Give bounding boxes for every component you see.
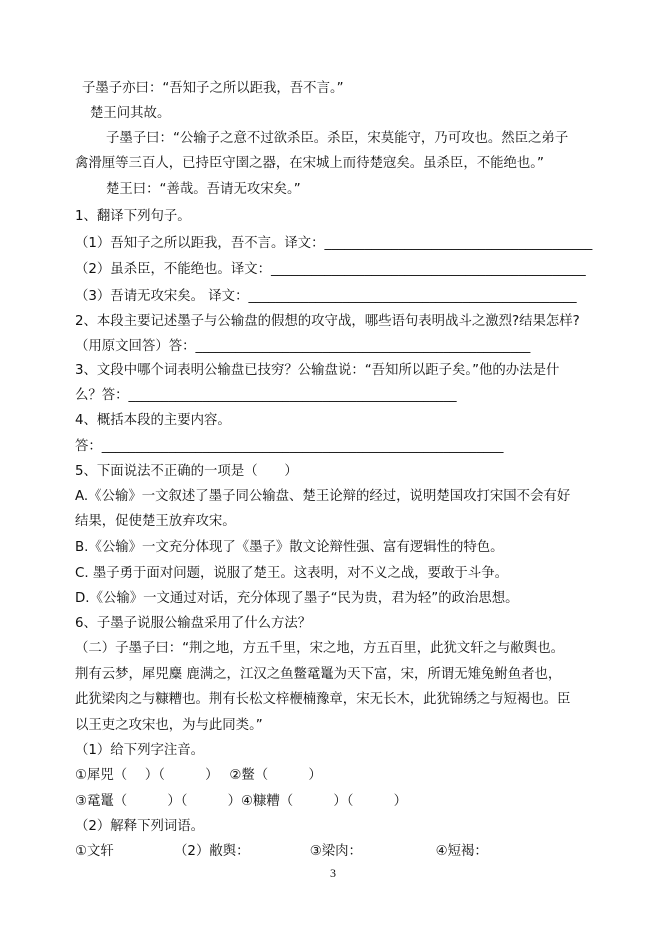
question-heading: 6、子墨子说服公输盘采用了什么方法？ — [75, 616, 312, 631]
text-line: ①文轩 （2）敝舆： ③梁肉： ④短褐： — [75, 844, 488, 859]
text-line: 答：____________________________________________________________ — [75, 439, 504, 454]
text-line: ③鼋鼍（ ）（ ）④糠糟（ ）（ ） — [75, 794, 407, 809]
text-line: 么？答：_________________________________________________ — [75, 388, 457, 403]
text-line: 子墨子亦曰：“吾知子之所以距我，吾不言。” — [82, 81, 344, 96]
text-line: A.《公输》一文叙述了墨子同公输盘、楚王论辩的经过，说明楚国攻打宋国不会有好 — [75, 489, 571, 504]
question-heading: 1、翻译下列句子。 — [75, 209, 191, 224]
text-line: 禽滑厘等三百人，已持臣守圉之器，在宋城上而待楚寇矣。虽杀臣，不能绝也。” — [75, 156, 544, 171]
text-line: 此犹梁肉之与糠糟也。荆有长松文梓楩楠豫章，宋无长木，此犹锦绣之与短褐也。臣 — [75, 692, 571, 707]
text-line: ①犀兕（ ）（ ） ②鳖（ ） — [75, 768, 322, 783]
text-line: 结果，促使楚王放弃攻宋。 — [75, 514, 236, 529]
question-heading: 2、本段主要记述墨子与公输盘的假想的攻守战，哪些语句表明战斗之激烈?结果怎样? — [75, 314, 580, 329]
text-line: （用原文回答）答：__________________________________________________ — [75, 339, 531, 354]
text-line: （2）虽杀臣，不能绝也。译文：_______________________________________________ — [75, 262, 586, 277]
text-line: 子墨子曰：“公输子之意不过欲杀臣。杀臣，宋莫能守，乃可攻也。然臣之弟子 — [106, 131, 569, 146]
text-line: 楚王曰：“善哉。吾请无攻宋矣。” — [106, 182, 301, 197]
question-heading: 3、文段中哪个词表明公输盘已技穷？公输盘说：“吾知所以距子矣。”他的办法是什 — [75, 363, 560, 378]
question-heading: 4、概括本段的主要内容。 — [75, 413, 231, 428]
text-line: 楚王问其故。 — [90, 106, 171, 121]
text-line: C. 墨子勇于面对问题，说服了楚王。这表明，对不义之战，要敢于斗争。 — [75, 566, 508, 581]
text-line: （2）解释下列词语。 — [75, 819, 205, 834]
text-line: （3）吾请无攻宋矣。 译文：_________________________________________________ — [75, 289, 577, 304]
text-line: B.《公输》一文充分体现了《墨子》散文论辩性强、富有逻辑性的特色。 — [75, 540, 504, 555]
text-line: D.《公输》一文通过对话，充分体现了墨子“民为贵，君为轻”的政治思想。 — [75, 591, 519, 606]
text-line: 荆有云梦，犀兕麋 鹿满之，江汉之鱼鳖鼋鼍为天下富，宋，所谓无雉兔鲋鱼者也， — [75, 667, 562, 682]
text-line: 以王吏之攻宋也，为与此同类。” — [75, 718, 263, 733]
text-line: （1）给下列字注音。 — [75, 743, 205, 758]
page-number: 3 — [330, 866, 336, 880]
question-heading: 5、下面说法不正确的一项是（ ） — [75, 464, 298, 479]
text-line: （二）子墨子曰：“荆之地，方五千里，宋之地，方五百里，此犹文轩之与敝舆也。 — [75, 641, 564, 656]
text-line: （1）吾知子之所以距我，吾不言。译文：________________________________________ — [75, 236, 593, 251]
